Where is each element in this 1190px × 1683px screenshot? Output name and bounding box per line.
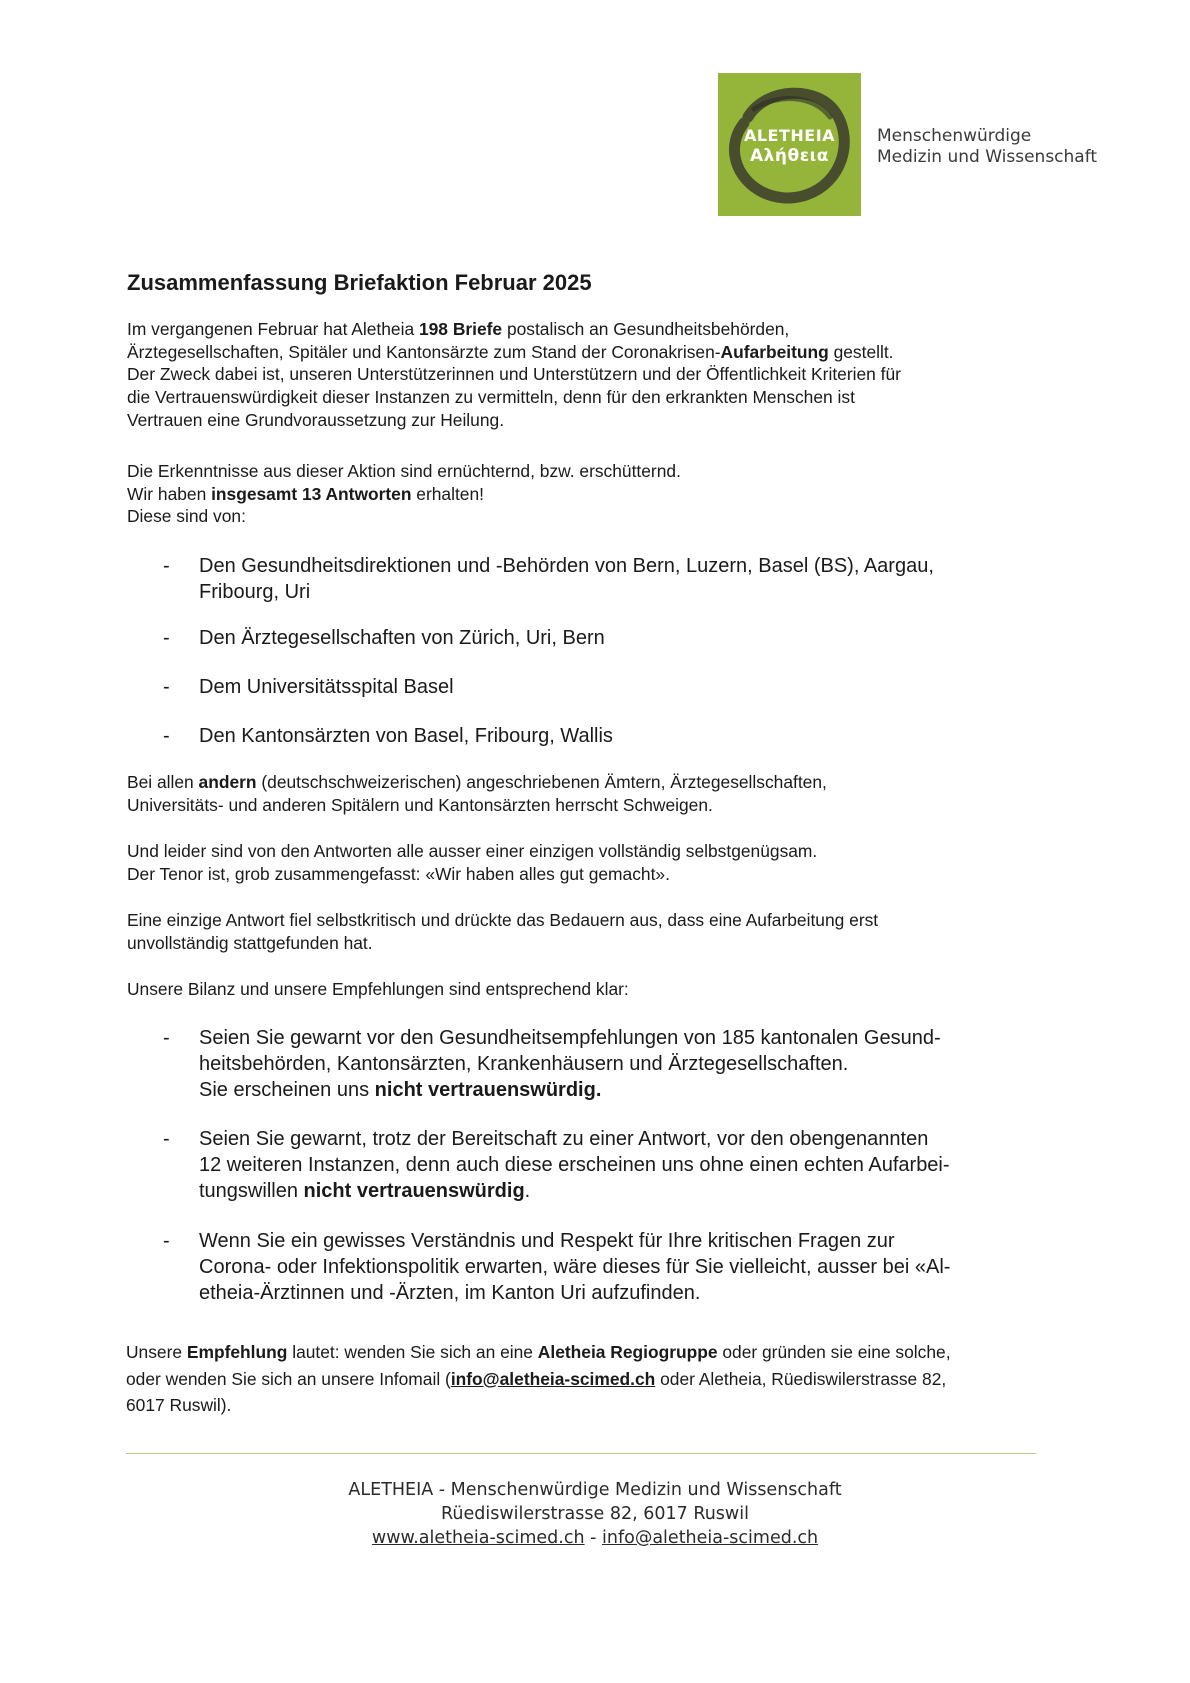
list-dash: - xyxy=(163,555,170,577)
text-run: Ärztegesellschaften, Spitäler und Kantonsärzte zum Stand der Coronakrisen- xyxy=(127,341,721,362)
bold-run: Aufarbeitung xyxy=(720,341,829,362)
text-line: 6017 Ruswil). xyxy=(126,1395,232,1415)
silence-paragraph xyxy=(127,771,1087,816)
footer-contact xyxy=(0,1526,1190,1550)
text-line: Vertrauen eine Grundvoraussetzung zur Heilung. xyxy=(127,409,505,430)
footer-email-link[interactable]: info@aletheia-scimed.ch xyxy=(602,1528,819,1548)
footer-org-name: ALETHEIA - Menschenwürdige Medizin und Wissenschaft xyxy=(348,1480,842,1500)
text-run: . xyxy=(524,1180,531,1202)
list-dash: - xyxy=(163,1230,170,1252)
bold-run: nicht vertrauenswürdig. xyxy=(374,1079,602,1101)
document-title: Zusammenfassung Briefaktion Februar 2025 xyxy=(127,270,592,295)
closing-paragraph xyxy=(126,1339,1086,1419)
text-run: gestellt. xyxy=(828,341,894,362)
infomail-link[interactable]: info@aletheia-scimed.ch xyxy=(450,1368,656,1389)
text-run: Bei allen xyxy=(127,772,199,792)
text-line: Den Ärztegesellschaften von Zürich, Uri, Bern xyxy=(199,627,605,649)
logo-tagline xyxy=(877,126,1097,168)
footer-separator: - xyxy=(584,1528,603,1548)
text-run: (deutschschweizerischen) angeschriebenen Ämtern, Ärztegesellschaften, xyxy=(256,772,827,792)
list-dash: - xyxy=(163,627,170,649)
text-line: Corona- oder Infektionspolitik erwarten, wäre dieses für Sie vielleicht, ausser bei «Al- xyxy=(199,1256,951,1278)
footer-divider xyxy=(126,1453,1036,1454)
text-run: Wir haben xyxy=(127,483,212,504)
text-run: Unsere xyxy=(126,1342,187,1362)
text-run: tungswillen xyxy=(199,1180,304,1202)
bold-run: insgesamt 13 Antworten xyxy=(211,483,412,504)
text-line: Seien Sie gewarnt vor den Gesundheitsempfehlungen von 185 kantonalen Gesund- xyxy=(199,1027,941,1049)
logo-wordmark-latin: ALETHEIA xyxy=(743,126,836,145)
text-line: 12 weiteren Instanzen, denn auch diese erscheinen uns ohne einen echten Aufarbei- xyxy=(199,1154,950,1176)
text-line: Den Gesundheitsdirektionen und -Behörden von Bern, Luzern, Basel (BS), Aargau, xyxy=(199,555,934,577)
text-line: etheia-Ärztinnen und -Ärzten, im Kanton Uri aufzufinden. xyxy=(199,1282,701,1304)
list-dash: - xyxy=(163,1027,170,1049)
text-run: erhalten! xyxy=(411,483,484,504)
list-dash: - xyxy=(163,1128,170,1150)
text-line: Der Zweck dabei ist, unseren Unterstützerinnen und Unterstützern und der Öffentlichkeit Kriterien für xyxy=(127,364,901,385)
text-run: Sie erscheinen uns xyxy=(199,1079,375,1101)
text-line: Den Kantonsärzten von Basel, Fribourg, Wallis xyxy=(199,725,613,747)
footer-address: Rüediswilerstrasse 82, 6017 Ruswil xyxy=(441,1504,749,1524)
logo-wordmark-greek: Αλήθεια xyxy=(750,146,829,166)
list-dash: - xyxy=(163,676,170,698)
text-run: postalisch an Gesundheitsbehörden, xyxy=(502,319,790,339)
bilanz-paragraph xyxy=(127,978,1087,1001)
text-line: die Vertrauenswürdigkeit dieser Instanzen zu vermitteln, denn für den erkrankten Menschen ist xyxy=(127,387,855,408)
footer-website-link[interactable]: www.aletheia-scimed.ch xyxy=(371,1528,585,1548)
page-footer xyxy=(0,1478,1190,1550)
text-line: Seien Sie gewarnt, trotz der Bereitschaft zu einer Antwort, vor den obengenannten xyxy=(199,1128,929,1150)
tagline-line-2: Medizin und Wissenschaft xyxy=(877,147,1098,167)
intro-paragraph xyxy=(127,318,1087,432)
text-line: Diese sind von: xyxy=(127,506,246,527)
tagline-line-1: Menschenwürdige xyxy=(877,126,1032,146)
text-run: oder Aletheia, Rüediswilerstrasse 82, xyxy=(655,1368,947,1389)
text-line: heitsbehörden, Kantonsärzten, Krankenhäusern und Ärztegesellschaften. xyxy=(199,1053,849,1075)
text-run: Im vergangenen Februar hat Aletheia xyxy=(127,319,419,339)
text-line: Universitäts- und anderen Spitälern und Kantonsärzten herrscht Schweigen. xyxy=(127,794,713,815)
tenor-paragraph xyxy=(127,840,1087,885)
text-line: Die Erkenntnisse aus dieser Aktion sind ernüchternd, bzw. erschütternd. xyxy=(127,461,681,481)
text-run: lautet: wenden Sie sich an eine xyxy=(287,1342,538,1362)
list-dash: - xyxy=(163,725,170,747)
text-run: oder gründen sie eine solche, xyxy=(717,1342,951,1362)
text-line: Eine einzige Antwort fiel selbstkritisch und drückte das Bedauern aus, dass eine Aufarbeitung erst xyxy=(127,910,879,930)
text-line: Und leider sind von den Antworten alle ausser einer einzigen vollständig selbstgenügsam. xyxy=(127,841,818,861)
bold-run: andern xyxy=(198,772,257,792)
text-line: unvollständig stattgefunden hat. xyxy=(127,932,373,953)
text-line: Der Tenor ist, grob zusammengefasst: «Wir haben alles gut gemacht». xyxy=(127,863,670,884)
text-line: Fribourg, Uri xyxy=(199,581,311,603)
text-line: Dem Universitätsspital Basel xyxy=(199,676,454,698)
text-line: Unsere Bilanz und unsere Empfehlungen sind entsprechend klar: xyxy=(127,979,629,999)
aletheia-logo xyxy=(718,73,861,216)
bold-run: Empfehlung xyxy=(186,1342,288,1362)
bold-run: nicht vertrauenswürdig xyxy=(303,1180,525,1202)
bold-run: 198 Briefe xyxy=(418,319,503,339)
text-line: Wenn Sie ein gewisses Verständnis und Respekt für Ihre kritischen Fragen zur xyxy=(199,1230,895,1252)
selfcritical-paragraph xyxy=(127,909,1087,954)
findings-paragraph xyxy=(127,460,1087,528)
text-run: oder wenden Sie sich an unsere Infomail ( xyxy=(126,1368,451,1389)
bold-run: Aletheia Regiogruppe xyxy=(537,1342,718,1362)
